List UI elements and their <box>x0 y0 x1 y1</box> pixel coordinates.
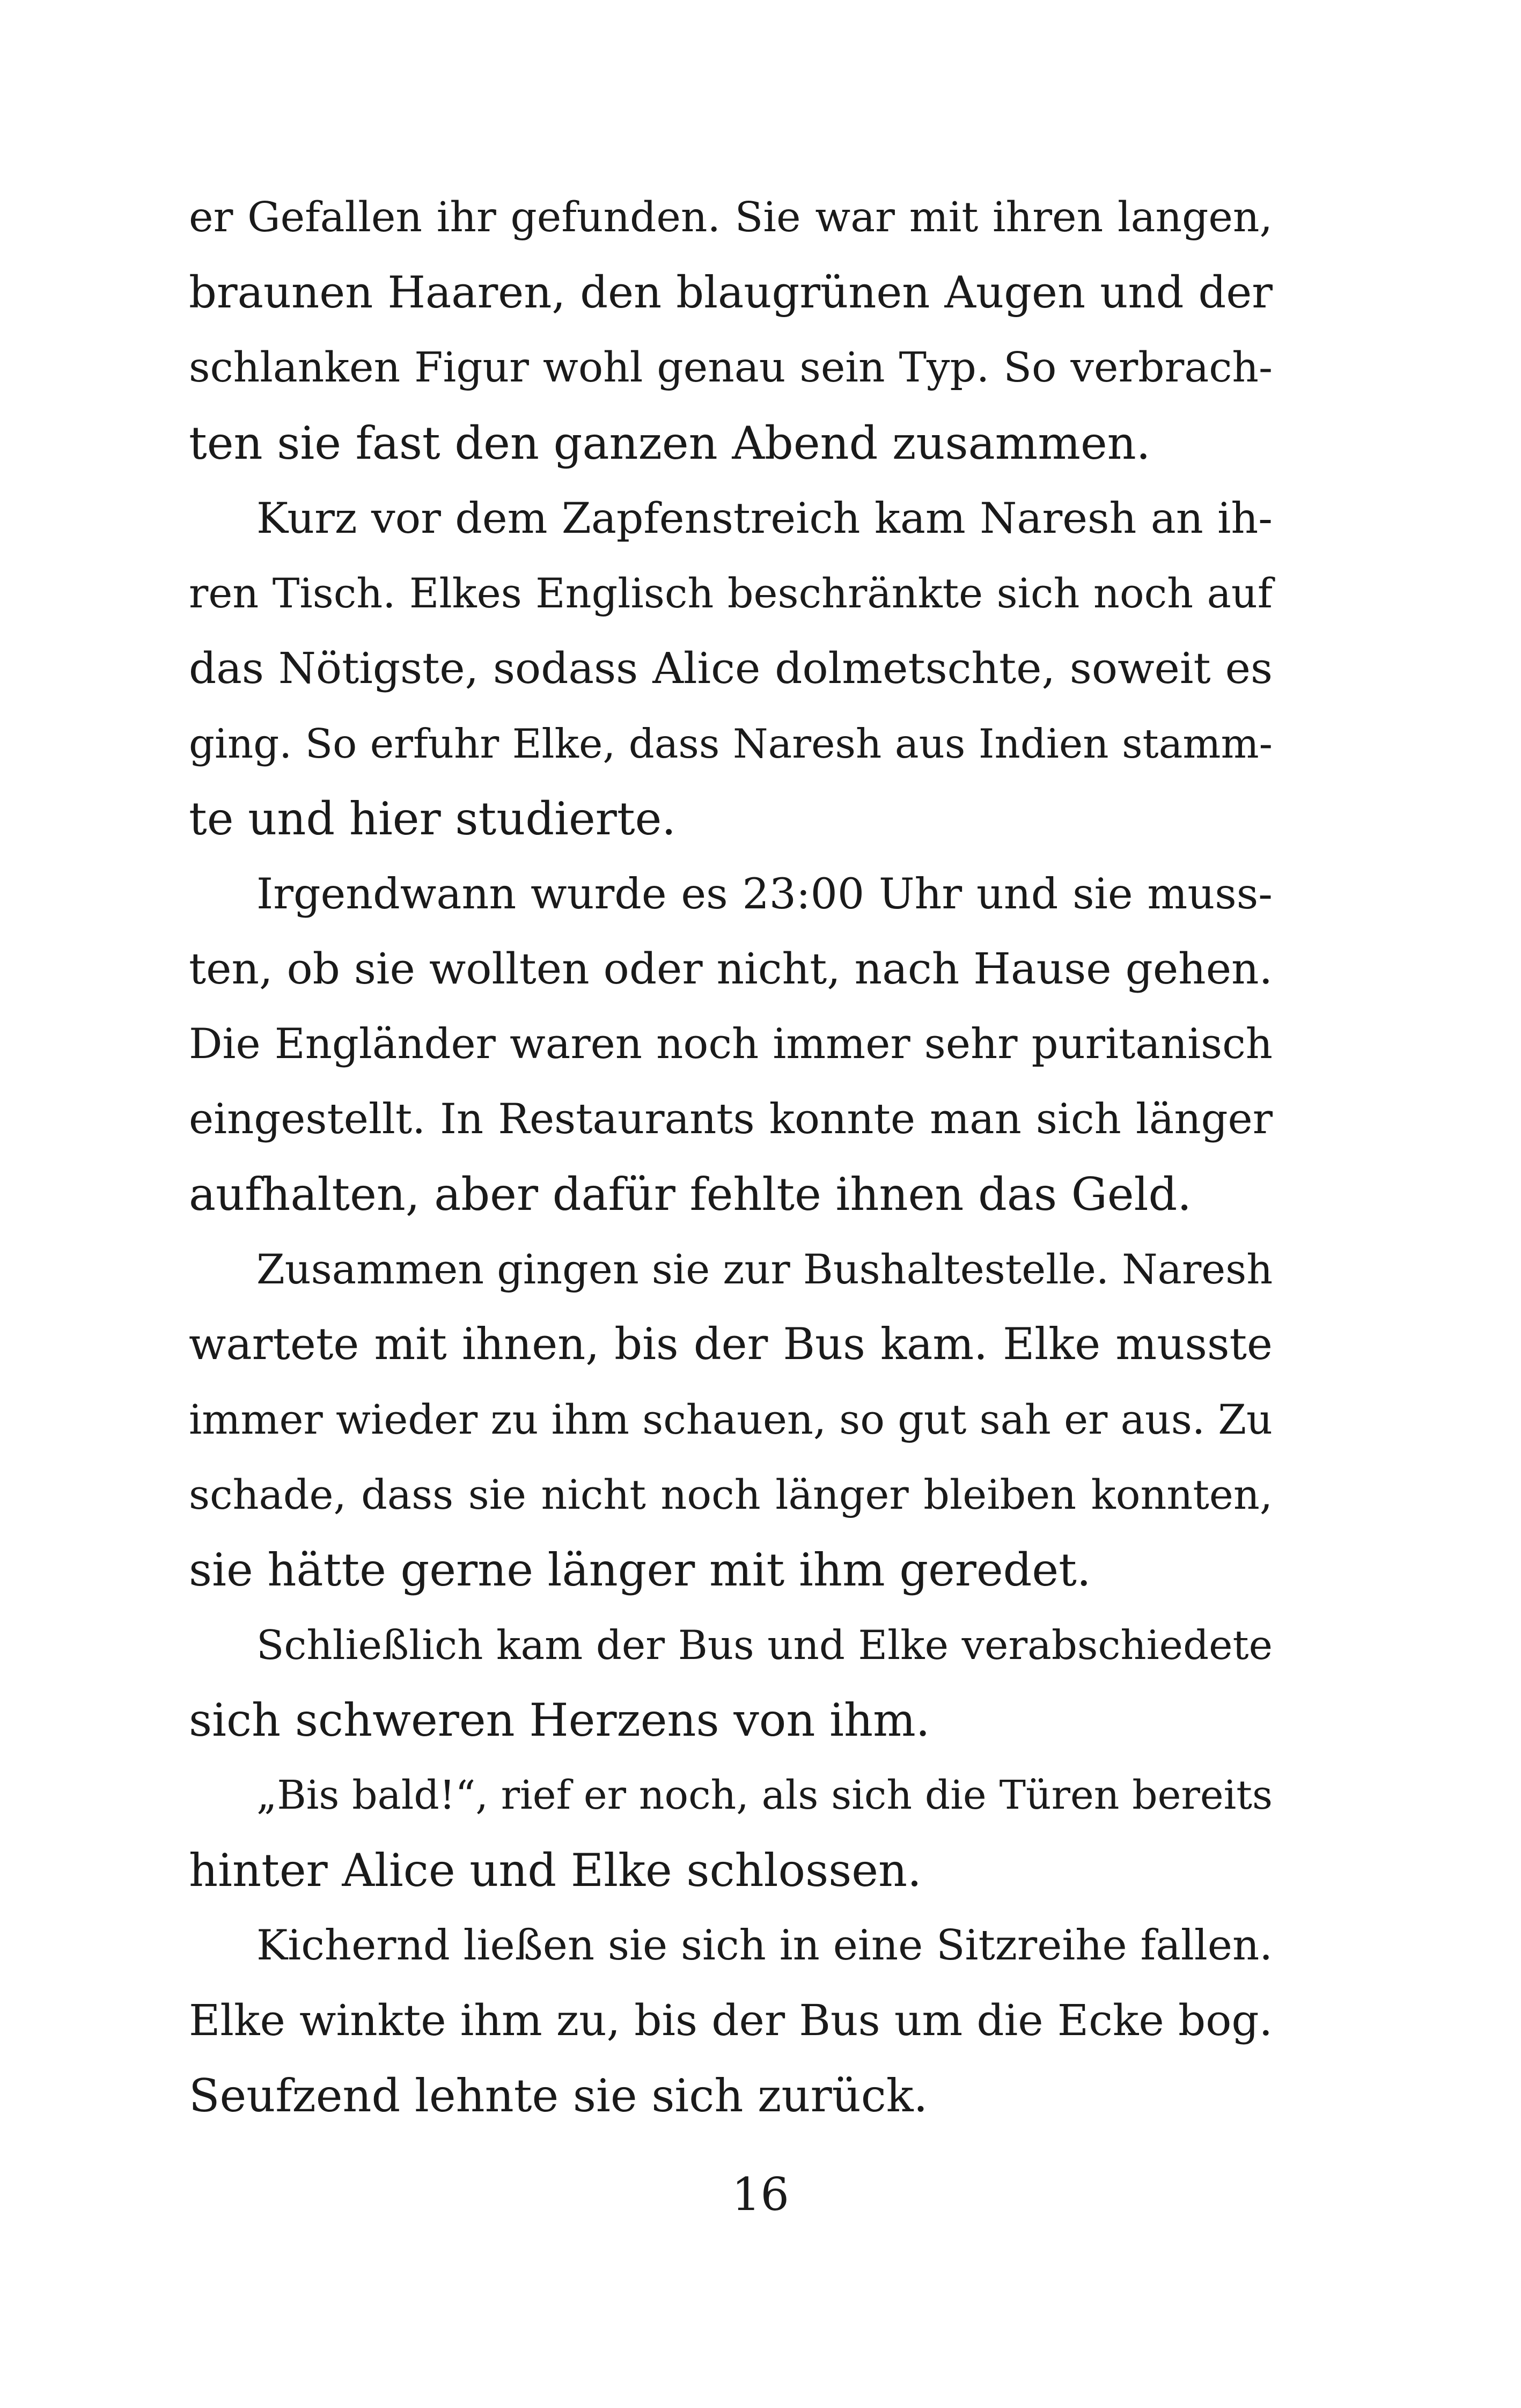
text-line: er Gefallen ihr gefunden. Sie war mit ihren langen, <box>189 194 1273 241</box>
text-line: Kichernd ließen sie sich in eine Sitzreihe fallen. <box>256 1921 1273 1970</box>
text-line: Elke winkte ihm zu, bis der Bus um die Ecke bog. <box>189 1995 1273 2045</box>
text-line: hinter Alice und Elke schlossen. <box>189 1844 922 1897</box>
text-line: te und hier studierte. <box>189 792 677 845</box>
text-line: ging. So erfuhr Elke, dass Naresh aus Indien stamm- <box>189 720 1273 767</box>
page-number: 16 <box>732 2168 789 2221</box>
text-line: Die Engländer waren noch immer sehr puritanisch <box>189 1020 1273 1068</box>
text-line: immer wieder zu ihm schauen, so gut sah er aus. Zu <box>189 1396 1273 1443</box>
text-line: eingestellt. In Restaurants konnte man sich länger <box>189 1095 1273 1143</box>
text-line: sie hätte gerne länger mit ihm geredet. <box>189 1544 1091 1596</box>
text-line: Seufzend lehnte sie sich zurück. <box>189 2069 928 2122</box>
text-line: sich schweren Herzens von ihm. <box>189 1694 930 1746</box>
text-line: aufhalten, aber dafür fehlte ihnen das Geld. <box>189 1168 1192 1221</box>
text-line: braunen Haaren, den blaugrünen Augen und der <box>189 268 1273 318</box>
text-line: schade, dass sie nicht noch länger bleiben konnten, <box>189 1471 1273 1518</box>
text-line: das Nötigste, sodass Alice dolmetschte, soweit es <box>189 643 1273 693</box>
text-line: ren Tisch. Elkes Englisch beschränkte sich noch auf <box>189 569 1273 617</box>
text-line: wartete mit ihnen, bis der Bus kam. Elke musste <box>189 1319 1273 1370</box>
text-line: ten, ob sie wollten oder nicht, nach Hause gehen. <box>189 944 1273 994</box>
text-line: schlanken Figur wohl genau sein Typ. So verbrach- <box>189 344 1273 392</box>
text-line: Irgendwann wurde es 23:00 Uhr und sie muss- <box>256 869 1273 919</box>
text-line: Zusammen gingen sie zur Bushaltestelle. Naresh <box>256 1245 1273 1293</box>
text-line: Kurz vor dem Zapfenstreich kam Naresh an ih- <box>256 494 1273 543</box>
text-line: „Bis bald!“, rief er noch, als sich die Türen bereits <box>256 1772 1273 1818</box>
text-line: Schließlich kam der Bus und Elke verabschiedete <box>256 1621 1273 1669</box>
text-line: ten sie fast den ganzen Abend zusammen. <box>189 417 1151 469</box>
